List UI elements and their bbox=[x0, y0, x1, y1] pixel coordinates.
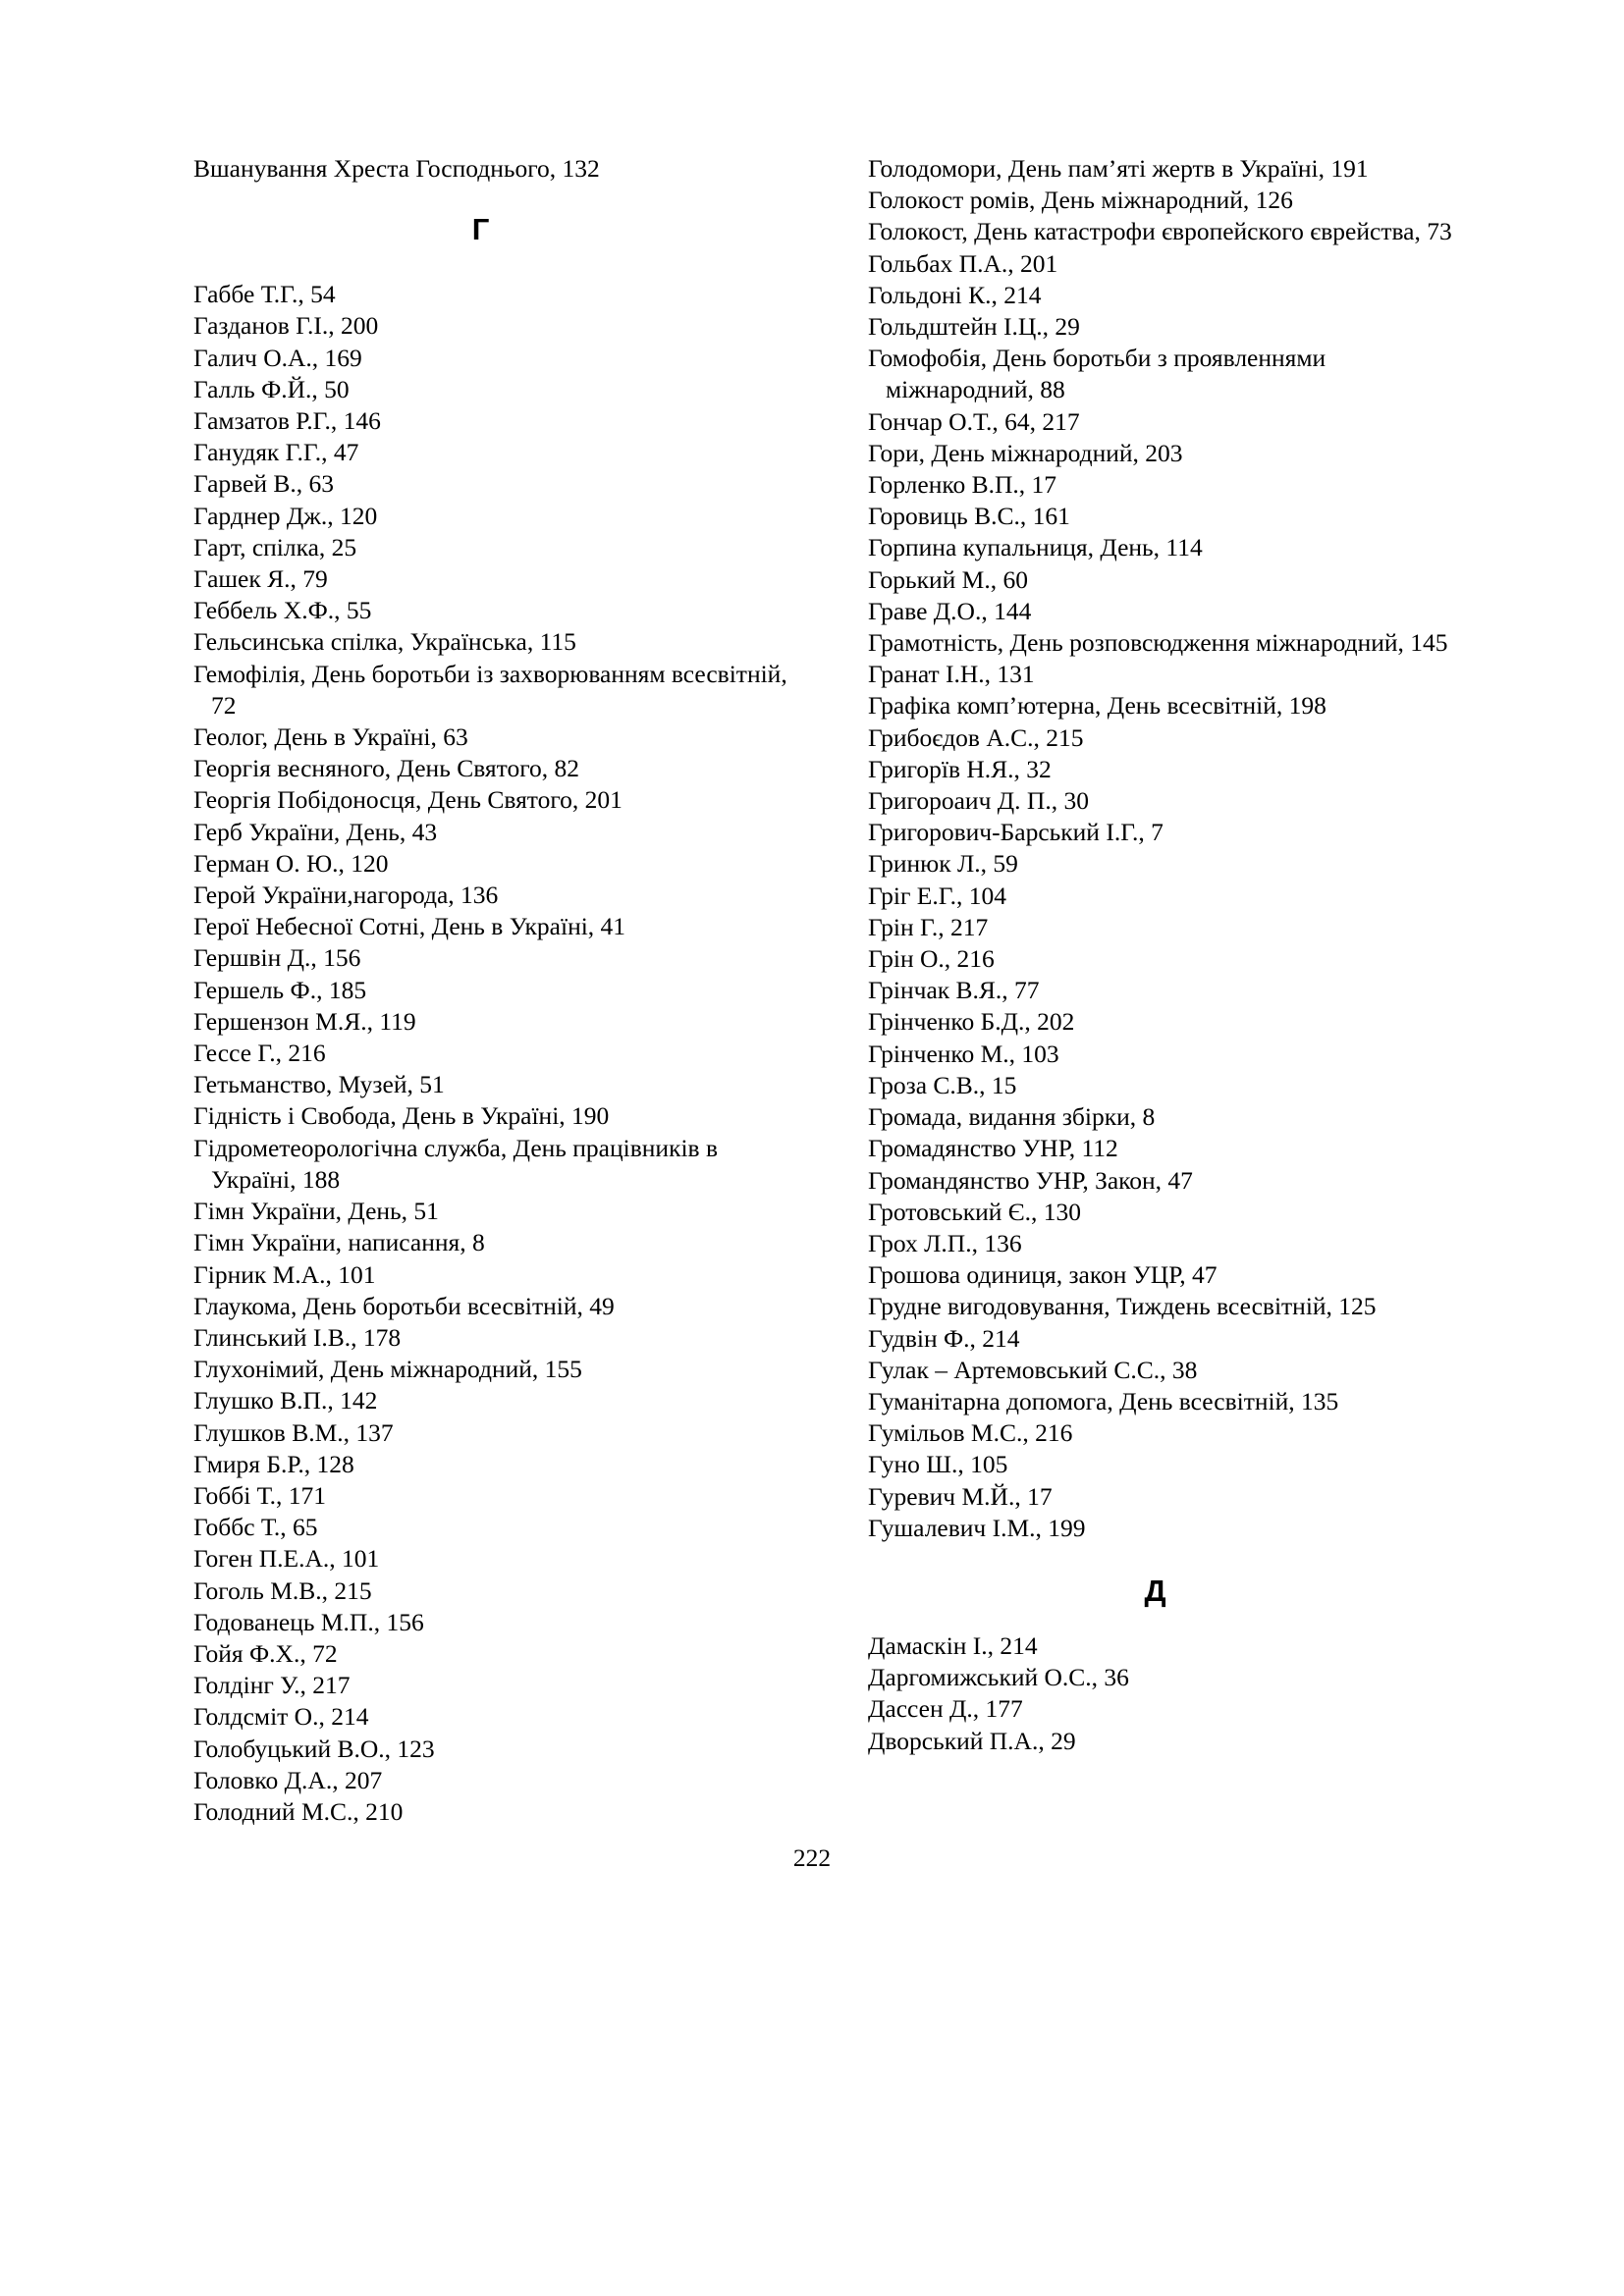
section-letter-heading: Г bbox=[471, 212, 490, 247]
left-index-column bbox=[193, 153, 792, 1828]
index-entry: Гідність і Свобода, День в Україні, 190 bbox=[193, 1101, 610, 1131]
index-entry: Горовиць В.С., 161 bbox=[868, 502, 1070, 531]
index-entry: Герої Небесної Сотні, День в Україні, 41 bbox=[193, 912, 626, 941]
index-entry: Гулак – Артемовський С.С., 38 bbox=[868, 1355, 1198, 1384]
right-entry-list-continued bbox=[868, 1630, 1457, 1757]
index-entry: Газданов Г.І., 200 bbox=[193, 311, 379, 341]
section-letter-heading: Д bbox=[1144, 1573, 1166, 1608]
index-entry: Голокост, День катастрофи європейского єврейства, 73 bbox=[868, 217, 1452, 246]
index-entry: Дамаскін І., 214 bbox=[868, 1630, 1038, 1660]
index-entry: Григороаич Д. П., 30 bbox=[868, 786, 1089, 816]
index-entry: Грінченко Б.Д., 202 bbox=[868, 1007, 1075, 1037]
index-entry: Гамзатов Р.Г., 146 bbox=[193, 406, 381, 436]
index-entry: Голдінг У., 217 bbox=[193, 1671, 351, 1700]
index-entry: Горленко В.П., 17 bbox=[868, 470, 1056, 500]
index-entry: Горпина купальниця, День, 114 bbox=[868, 533, 1203, 562]
index-entry: Гессе Г., 216 bbox=[193, 1039, 326, 1068]
index-entry: Гольбах П.А., 201 bbox=[868, 248, 1058, 278]
index-entry: Голодний М.С., 210 bbox=[193, 1796, 404, 1826]
index-entry: Герой України,нагорода, 136 bbox=[193, 881, 499, 910]
index-entry: Герб України, День, 43 bbox=[193, 817, 438, 846]
index-entry: Гашек Я., 79 bbox=[193, 564, 328, 594]
index-entry: Гоббс Т., 65 bbox=[193, 1513, 318, 1542]
index-entry: Грінчак В.Я., 77 bbox=[868, 976, 1040, 1005]
index-entry: Дворський П.А., 29 bbox=[868, 1726, 1076, 1755]
index-entry: Гуревич М.Й., 17 bbox=[868, 1481, 1053, 1511]
index-entry: Гойя Ф.Х., 72 bbox=[193, 1638, 338, 1668]
index-entry: Голокост ромів, День міжнародний, 126 bbox=[868, 186, 1293, 215]
index-entry: Гімн України, написання, 8 bbox=[193, 1228, 485, 1257]
index-entry: Гетьманство, Музей, 51 bbox=[193, 1070, 445, 1099]
index-entry: Голодомори, День пам’яті жертв в Україні, 191 bbox=[868, 154, 1369, 183]
index-entry: Головко Д.А., 207 bbox=[193, 1765, 383, 1794]
index-entry: Гершвін Д., 156 bbox=[193, 943, 361, 973]
index-entry: Гарднер Дж., 120 bbox=[193, 501, 378, 530]
left-entry-list bbox=[193, 279, 792, 1828]
index-entry: Гушалевич І.М., 199 bbox=[868, 1513, 1086, 1542]
index-entry: Гомофобія, День боротьби з проявленнями міжнародний, 88 bbox=[868, 344, 1326, 404]
index-entry: Дассен Д., 177 bbox=[868, 1694, 1023, 1724]
index-entry: Герман О. Ю., 120 bbox=[193, 848, 389, 878]
index-entry: Габбе Т.Г., 54 bbox=[193, 280, 336, 309]
index-entry: Грибоєдов А.С., 215 bbox=[868, 722, 1084, 752]
index-entry: Гоголь М.В., 215 bbox=[193, 1575, 372, 1605]
index-entry: Гершензон М.Я., 119 bbox=[193, 1006, 416, 1036]
index-entry: Громадянство УНР, 112 bbox=[868, 1134, 1118, 1163]
index-entry: Гуманітарна допомога, День всесвітній, 135 bbox=[868, 1386, 1339, 1415]
index-entry: Горький М., 60 bbox=[868, 564, 1028, 594]
index-entry: Гумільов М.С., 216 bbox=[868, 1418, 1073, 1448]
index-entry: Грудне вигодовування, Тиждень всесвітній, 125 bbox=[868, 1292, 1377, 1321]
index-entry: Гарвей В., 63 bbox=[193, 469, 335, 499]
index-entry: Григорович-Барський І.Г., 7 bbox=[868, 818, 1164, 847]
index-entry: Глушков В.М., 137 bbox=[193, 1417, 394, 1447]
index-entry: Геолог, День в Україні, 63 bbox=[193, 722, 468, 752]
index-entry: Гольдштейн І.Ц., 29 bbox=[868, 312, 1080, 342]
index-entry: Гранат І.Н., 131 bbox=[868, 660, 1035, 689]
index-entry: Гірник М.А., 101 bbox=[193, 1259, 376, 1289]
index-entry: Громада, видання збірки, 8 bbox=[868, 1102, 1156, 1132]
index-entry: Грамотність, День розповсюдження міжнародний, 145 bbox=[868, 628, 1448, 658]
index-entry: Гудвін Ф., 214 bbox=[868, 1323, 1020, 1353]
index-entry: Голобуцький В.О., 123 bbox=[193, 1734, 435, 1763]
index-entry: Грін Г., 217 bbox=[868, 912, 989, 941]
index-entry: Галль Ф.Й., 50 bbox=[193, 374, 350, 403]
index-entry: Грох Л.П., 136 bbox=[868, 1228, 1022, 1257]
index-entry: Гуно Ш., 105 bbox=[868, 1450, 1008, 1479]
index-entry: Годованець М.П., 156 bbox=[193, 1607, 424, 1636]
index-entry: Георгія весняного, День Святого, 82 bbox=[193, 754, 580, 783]
index-entry: Гори, День міжнародний, 203 bbox=[868, 438, 1183, 467]
index-entry: Георгія Побідоносця, День Святого, 201 bbox=[193, 785, 623, 815]
index-entry: Гемофілія, День боротьби із захворюванням всесвітній, 72 bbox=[193, 659, 787, 720]
index-entry: Вшанування Хреста Господнього, 132 bbox=[193, 154, 600, 183]
index-entry: Графіка комп’ютерна, День всесвітній, 198 bbox=[868, 691, 1326, 721]
index-entry: Гарт, спілка, 25 bbox=[193, 532, 357, 561]
index-entry: Гринюк Л., 59 bbox=[868, 849, 1018, 879]
index-entry: Грінченко М., 103 bbox=[868, 1039, 1059, 1068]
index-entry: Гоббі Т., 171 bbox=[193, 1480, 327, 1510]
index-entry: Геббель Х.Ф., 55 bbox=[193, 596, 372, 625]
index-entry: Гідрометеорологічна служба, День працівників в Україні, 188 bbox=[193, 1133, 718, 1194]
index-entry: Гротовський Є., 130 bbox=[868, 1197, 1081, 1226]
index-entry: Галич О.А., 169 bbox=[193, 343, 362, 372]
index-entry: Голдсміт О., 214 bbox=[193, 1702, 369, 1732]
index-entry: Гельсинська спілка, Українська, 115 bbox=[193, 627, 576, 657]
index-entry: Григорїв Н.Я., 32 bbox=[868, 754, 1052, 783]
index-entry: Граве Д.О., 144 bbox=[868, 596, 1032, 625]
index-entry: Глаукома, День боротьби всесвітній, 49 bbox=[193, 1291, 615, 1320]
index-entry: Глушко В.П., 142 bbox=[193, 1386, 378, 1415]
index-entry: Гмиря Б.Р., 128 bbox=[193, 1449, 354, 1478]
index-entry: Гершель Ф., 185 bbox=[193, 975, 367, 1004]
page-number: 222 bbox=[792, 1843, 832, 1872]
index-entry: Даргомижський О.С., 36 bbox=[868, 1663, 1129, 1692]
right-entry-list bbox=[868, 153, 1457, 1544]
index-entry: Глухонімий, День міжнародний, 155 bbox=[193, 1355, 582, 1384]
index-entry: Ганудяк Г.Г., 47 bbox=[193, 438, 359, 467]
index-entry: Гоген П.Е.А., 101 bbox=[193, 1544, 380, 1574]
right-index-column bbox=[868, 153, 1457, 1757]
index-entry: Гімн України, День, 51 bbox=[193, 1197, 439, 1226]
index-entry: Громандянство УНР, Закон, 47 bbox=[868, 1165, 1193, 1195]
index-entry: Глинський І.В., 178 bbox=[193, 1322, 402, 1352]
index-entry: Гріг Е.Г., 104 bbox=[868, 881, 1006, 910]
index-entry: Гроза С.В., 15 bbox=[868, 1070, 1017, 1099]
index-entry: Грін О., 216 bbox=[868, 944, 995, 974]
index-entry: Гольдоні К., 214 bbox=[868, 280, 1042, 309]
index-entry: Гончар О.Т., 64, 217 bbox=[868, 406, 1080, 436]
index-entry: Грошова одиниця, закон УЦР, 47 bbox=[868, 1260, 1218, 1290]
